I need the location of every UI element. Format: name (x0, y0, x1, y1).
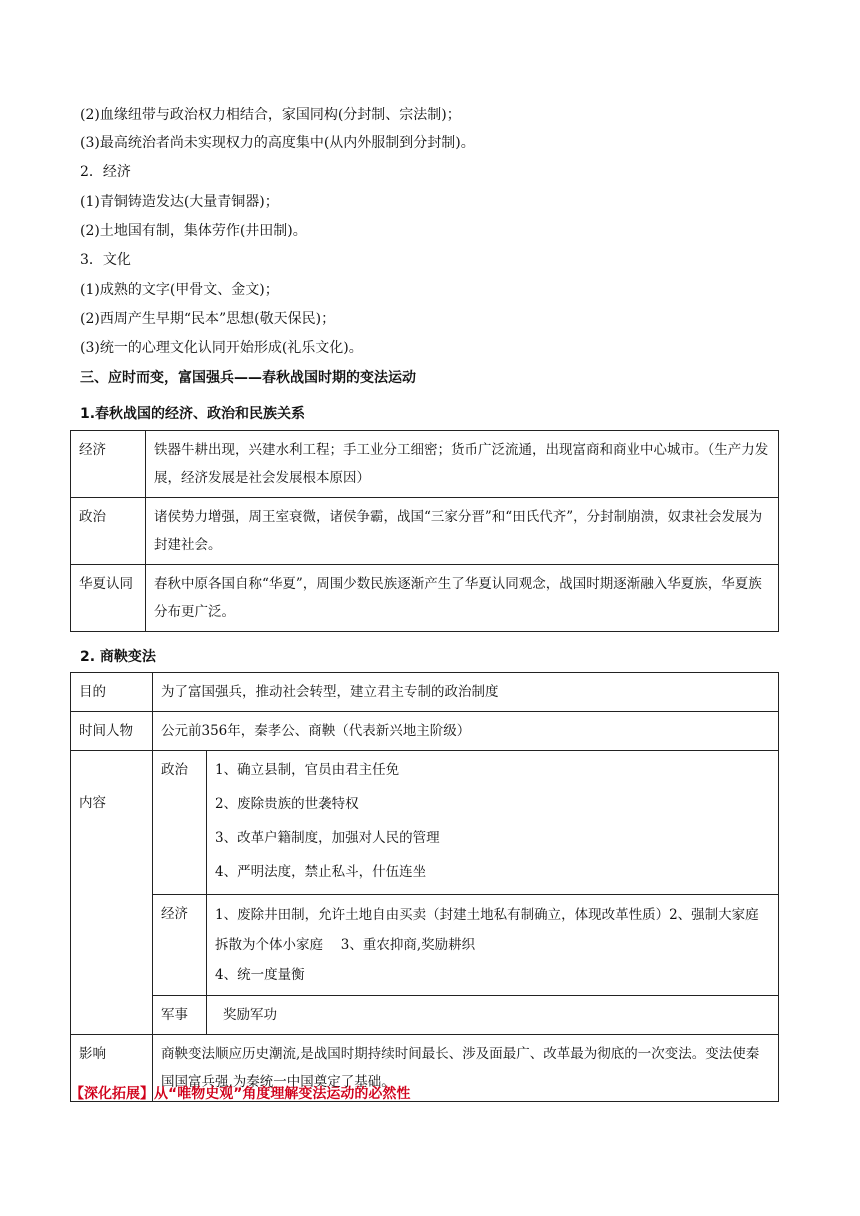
relations-table (70, 430, 779, 632)
list-item: 2、废除贵族的世袭特权 (215, 796, 359, 812)
row-content: 诸侯势力增强，周王室衰微，诸侯争霸，战国“三家分晋”和“田氏代齐”，分封制崩溃，奴隶社会发展为封建社会。 (146, 498, 779, 565)
intro-line-6: 3．文化 (80, 252, 131, 268)
content-label: 内容 (71, 751, 153, 1035)
list-item: 4、严明法度，禁止私斗，什伍连坐 (215, 864, 427, 880)
politics-label: 政治 (153, 751, 207, 895)
list-item: 3、改革户籍制度，加强对人民的管理 (215, 830, 440, 846)
table-row (71, 498, 779, 565)
impact-label: 影响 (71, 1035, 153, 1102)
military-label: 军事 (153, 996, 207, 1035)
time-label: 时间人物 (71, 712, 153, 751)
list-item: 4、统一度量衡 (215, 967, 305, 983)
row-content: 春秋中原各国自称“华夏”，周围少数民族逐渐产生了华夏认同观念，战国时期逐渐融入华夏族，华夏族分布更广泛。 (146, 565, 779, 632)
row-label: 华夏认同 (71, 565, 146, 632)
table-row (71, 565, 779, 632)
row-label: 政治 (71, 498, 146, 565)
time-content: 公元前356年，秦孝公、商鞅（代表新兴地主阶级） (153, 712, 779, 751)
expansion-text: 从“唯物史观”角度理解变法运动的必然性 (154, 1086, 411, 1102)
sub-heading-2: 2. 商鞅变法 (80, 649, 156, 665)
sub-heading-1: 1.春秋战国的经济、政治和民族关系 (80, 406, 306, 422)
intro-line-9: (3)统一的心理文化认同开始形成(礼乐文化)。 (80, 340, 363, 356)
table-row (71, 712, 779, 751)
table-row (71, 751, 779, 895)
reform-table (70, 672, 779, 1102)
politics-content (207, 751, 779, 895)
purpose-content: 为了富国强兵，推动社会转型，建立君主专制的政治制度 (153, 673, 779, 712)
row-label: 经济 (71, 431, 146, 498)
intro-line-4: (1)青铜铸造发达(大量青铜器)； (80, 194, 279, 210)
table-row (71, 895, 779, 996)
economy-content (207, 895, 779, 996)
list-item: 1、确立县制，官员由君主任免 (215, 762, 400, 778)
list-item: 1、废除井田制，允许土地自由买卖（封建土地私有制确立，体现改革性质）2、强制大家庭拆散为个体小家庭 3、重农抑商,奖励耕织 (215, 907, 759, 953)
intro-line-8: (2)西周产生早期“民本”思想(敬天保民)； (80, 311, 336, 327)
purpose-label: 目的 (71, 673, 153, 712)
section-heading: 三、应时而变，富国强兵——春秋战国时期的变法运动 (80, 370, 416, 386)
table-row (71, 673, 779, 712)
intro-line-5: (2)土地国有制，集体劳作(井田制)。 (80, 223, 307, 239)
intro-line-1: (2)血缘纽带与政治权力相结合，家国同构(分封制、宗法制)； (80, 107, 461, 123)
row-content: 铁器牛耕出现，兴建水利工程；手工业分工细密；货币广泛流通，出现富商和商业中心城市。（生产力发展，经济发展是社会发展根本原因） (146, 431, 779, 498)
expansion-line (70, 1084, 410, 1104)
intro-line-7: (1)成熟的文字(甲骨文、金文)； (80, 282, 279, 298)
impact-content: 商鞅变法顺应历史潮流,是战国时期持续时间最长、涉及面最广、改革最为彻底的一次变法。变法使秦国国富兵强,为秦统一中国奠定了基础。 (153, 1035, 779, 1102)
intro-line-3: 2．经济 (80, 164, 131, 180)
intro-line-2: (3)最高统治者尚未实现权力的高度集中(从内外服制到分封制)。 (80, 135, 475, 151)
table-row (71, 996, 779, 1035)
expansion-tag: 【深化拓展】 (70, 1086, 154, 1102)
military-content: 奖励军功 (207, 996, 779, 1035)
table-row (71, 431, 779, 498)
economy-label: 经济 (153, 895, 207, 996)
